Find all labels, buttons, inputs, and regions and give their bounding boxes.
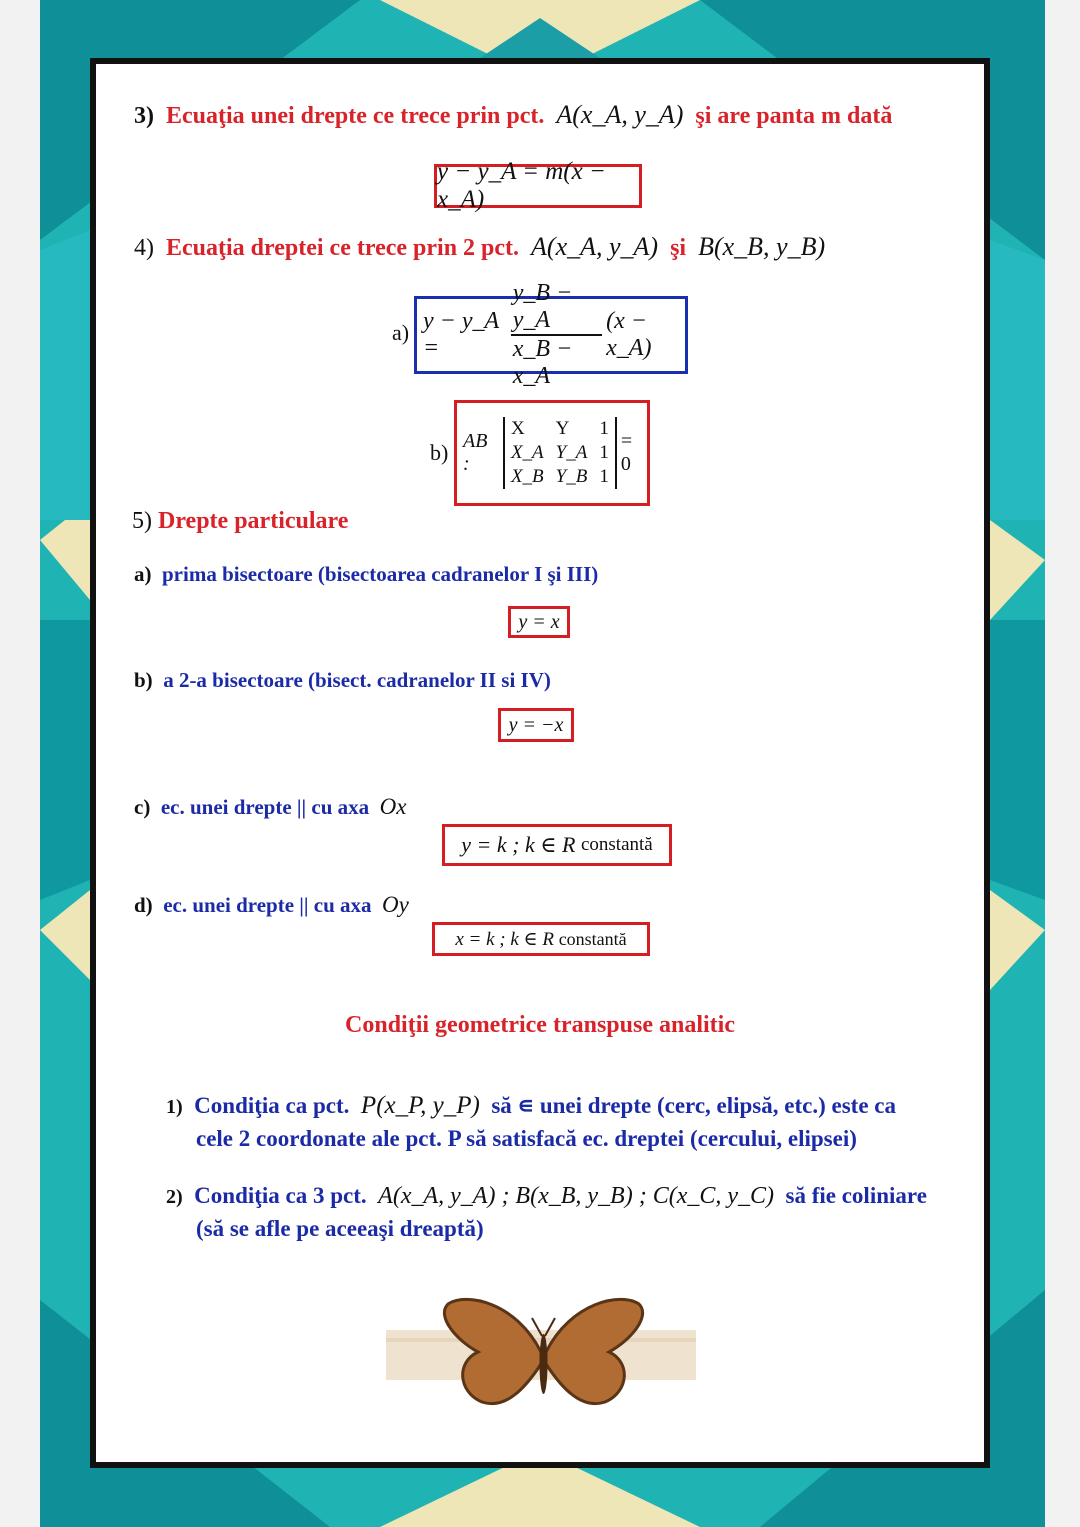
det-cell: 1 <box>599 442 609 463</box>
points-abc: A(x_A, y_A) ; B(x_B, y_B) ; C(x_C, y_C) <box>378 1183 775 1209</box>
formula-determinant <box>454 400 650 506</box>
condition-text-mid: să ∊ unei drepte (cerc, elipsă, etc.) este ca <box>491 1093 896 1118</box>
condition-text: Condiţia ca 3 pct. <box>194 1183 367 1208</box>
section-number: 5) <box>132 508 152 534</box>
item-text: ec. unei drepte || cu axa <box>160 795 370 819</box>
formula-parallel-oy <box>432 922 650 956</box>
item-text: ec. unei drepte || cu axa <box>163 893 372 917</box>
formula-second-bisector <box>498 708 574 742</box>
det-cell: X <box>510 418 525 439</box>
point-a: A(x_A, y_A) <box>556 100 684 129</box>
formula-parallel-ox <box>442 824 672 866</box>
formula-text: y = x <box>518 610 560 633</box>
fraction <box>511 280 602 390</box>
section-number: 3) <box>134 103 154 129</box>
formula-two-point <box>414 280 688 389</box>
section-5-heading <box>132 508 348 535</box>
condition-2 <box>166 1178 927 1215</box>
fraction-denominator: x_B − x_A <box>512 336 573 389</box>
point-a: A(x_A, y_A) <box>531 232 659 261</box>
formula-point-slope <box>434 158 642 213</box>
item-b <box>134 668 551 693</box>
section-3-heading <box>134 100 892 130</box>
formula-note: constantă <box>558 928 627 949</box>
det-cell: X_A <box>510 442 544 463</box>
section-title-tail: şi are panta m dată <box>695 103 893 129</box>
condition-number: 1) <box>166 1096 183 1118</box>
item-a <box>134 562 598 587</box>
section-title: Ecuaţia unei drepte ce trece prin pct. <box>166 103 545 129</box>
det-prefix: AB : <box>463 430 488 475</box>
item-text: a 2-a bisectoare (bisect. cadranelor II si IV) <box>163 668 551 692</box>
section-number: 4) <box>134 235 154 261</box>
point-p: P(x_P, y_P) <box>360 1092 480 1119</box>
axis-label: Ox <box>379 794 407 819</box>
conditions-title: Condiţii geometrice transpuse analitic <box>345 1012 735 1038</box>
item-label: c) <box>134 795 151 819</box>
formula-text: y = k ; k ∈ R <box>461 832 576 857</box>
formula-first-bisector <box>508 606 570 638</box>
point-b: B(x_B, y_B) <box>698 232 826 261</box>
det-cell: Y <box>555 418 570 439</box>
condition-1 <box>166 1088 896 1125</box>
content-page <box>90 58 990 1468</box>
det-cell: Y_B <box>555 466 588 487</box>
formula-text: y − y_A = m(x − x_A) <box>437 158 606 213</box>
formula-note: constantă <box>580 834 653 855</box>
det-cell: X_B <box>510 466 544 487</box>
axis-label: Oy <box>382 892 409 917</box>
section-4-heading <box>134 232 825 262</box>
conjunction: şi <box>670 235 687 261</box>
condition-text: Condiţia ca pct. <box>194 1093 350 1118</box>
section-title: Drepte particulare <box>158 508 349 534</box>
item-c <box>134 794 407 820</box>
det-suffix: = 0 <box>620 430 633 475</box>
condition-1-line2: cele 2 coordonate ale pct. P să satisfacă ec. dreptei (cercului, elipsei) <box>196 1126 857 1151</box>
formula-rhs: (x − x_A) <box>606 308 652 361</box>
formula-text: x = k ; k ∈ R <box>455 928 554 950</box>
section-title: Ecuaţia dreptei ce trece prin 2 pct. <box>166 235 520 261</box>
det-cell: 1 <box>599 466 609 487</box>
item-label: a) <box>134 562 152 586</box>
item-label: d) <box>134 893 153 917</box>
formula-b-label: b) <box>430 440 449 465</box>
condition-2-line2: (să se afle pe aceeaşi dreaptă) <box>196 1216 484 1241</box>
condition-number: 2) <box>166 1186 183 1208</box>
det-cell: Y_A <box>555 442 588 463</box>
det-cell: 1 <box>599 418 609 439</box>
butterfly-icon <box>386 1292 706 1422</box>
item-d <box>134 892 409 918</box>
determinant-matrix <box>503 417 617 489</box>
formula-text: y = −x <box>508 713 564 736</box>
item-text: prima bisectoare (bisectoarea cadranelor I şi III) <box>162 562 599 586</box>
fraction-numerator: y_B − y_A <box>511 280 602 336</box>
condition-text-tail: să fie coliniare <box>785 1183 927 1208</box>
item-label: b) <box>134 668 153 692</box>
formula-lhs: y − y_A = <box>423 308 499 361</box>
formula-a-label: a) <box>392 320 410 345</box>
